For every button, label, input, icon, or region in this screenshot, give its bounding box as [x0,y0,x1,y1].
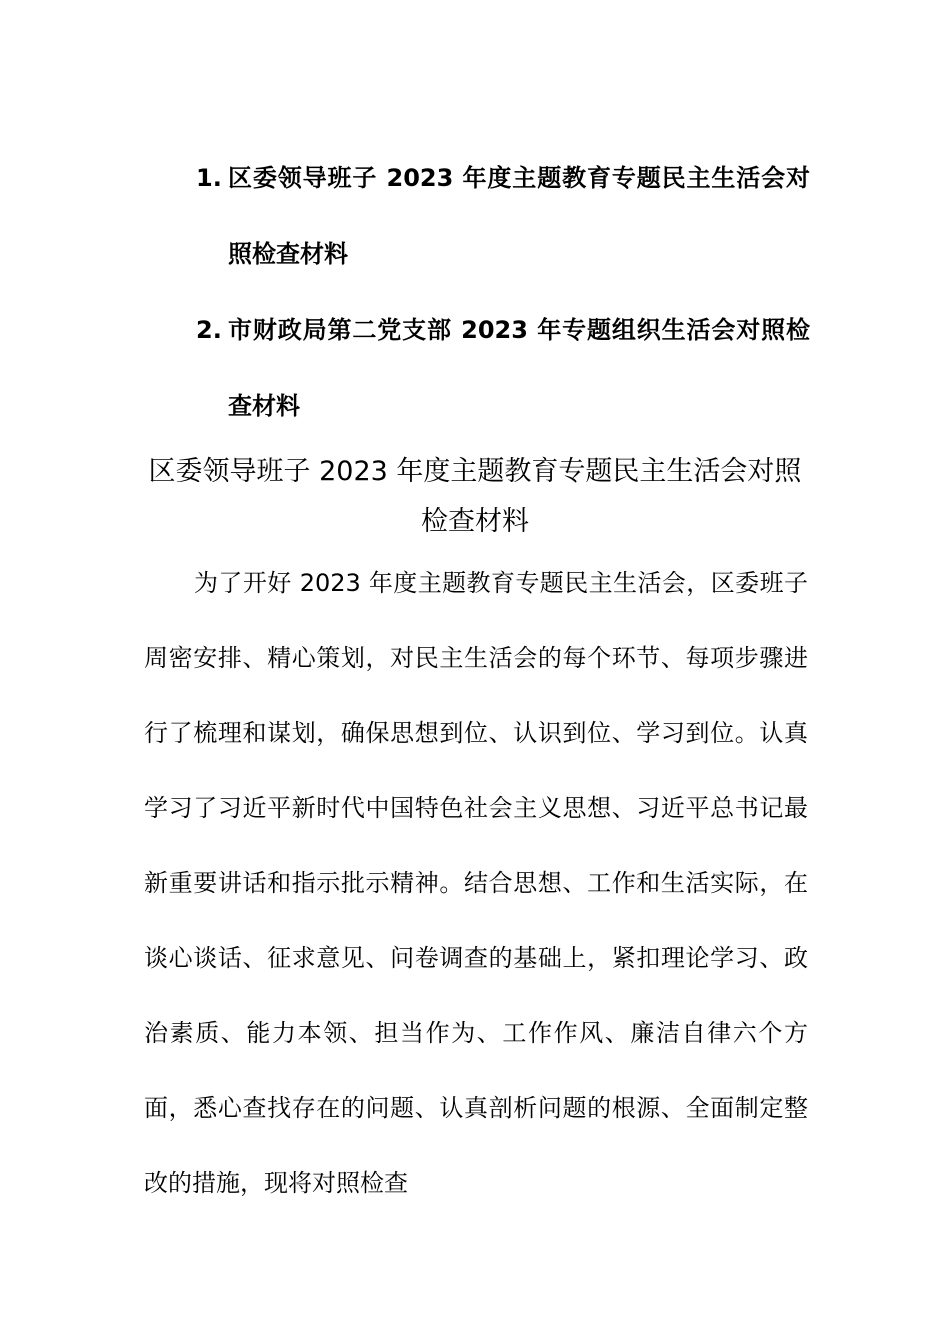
toc-item-text: 市财政局第二党支部 2023 年专题组织生活会对照检查材料 [228,316,810,420]
toc-item-1 [196,140,816,292]
toc-item-number: 1. [196,164,222,192]
toc-item-number: 2. [196,316,222,344]
toc-item-2 [196,292,816,444]
body-paragraph: 为了开好 2023 年度主题教育专题民主生活会，区委班子周密安排、精心策划，对民主生活会的每个环节、每项步骤进行了梳理和谋划，确保思想到位、认识到位、学习到位。认真学习了习近平新时代中国特色社会主义思想、习近平总书记最新重要讲话和指示批示精神。结合思想、工作和生活实际，在谈心谈话、征求意见、问卷调查的基础上，紧扣理论学习、政治素质、能力本领、担当作为、工作作风、廉洁自律六个方面，悉心查找存在的问题、认真剖析问题的根源、全面制定整改的措施，现将对照检查 [144,569,808,1197]
document-title: 区委领导班子 2023 年度主题教育专题民主生活会对照检查材料 [148,456,802,537]
toc-item-text: 区委领导班子 2023 年度主题教育专题民主生活会对照检查材料 [228,164,810,268]
table-of-contents [196,140,816,444]
